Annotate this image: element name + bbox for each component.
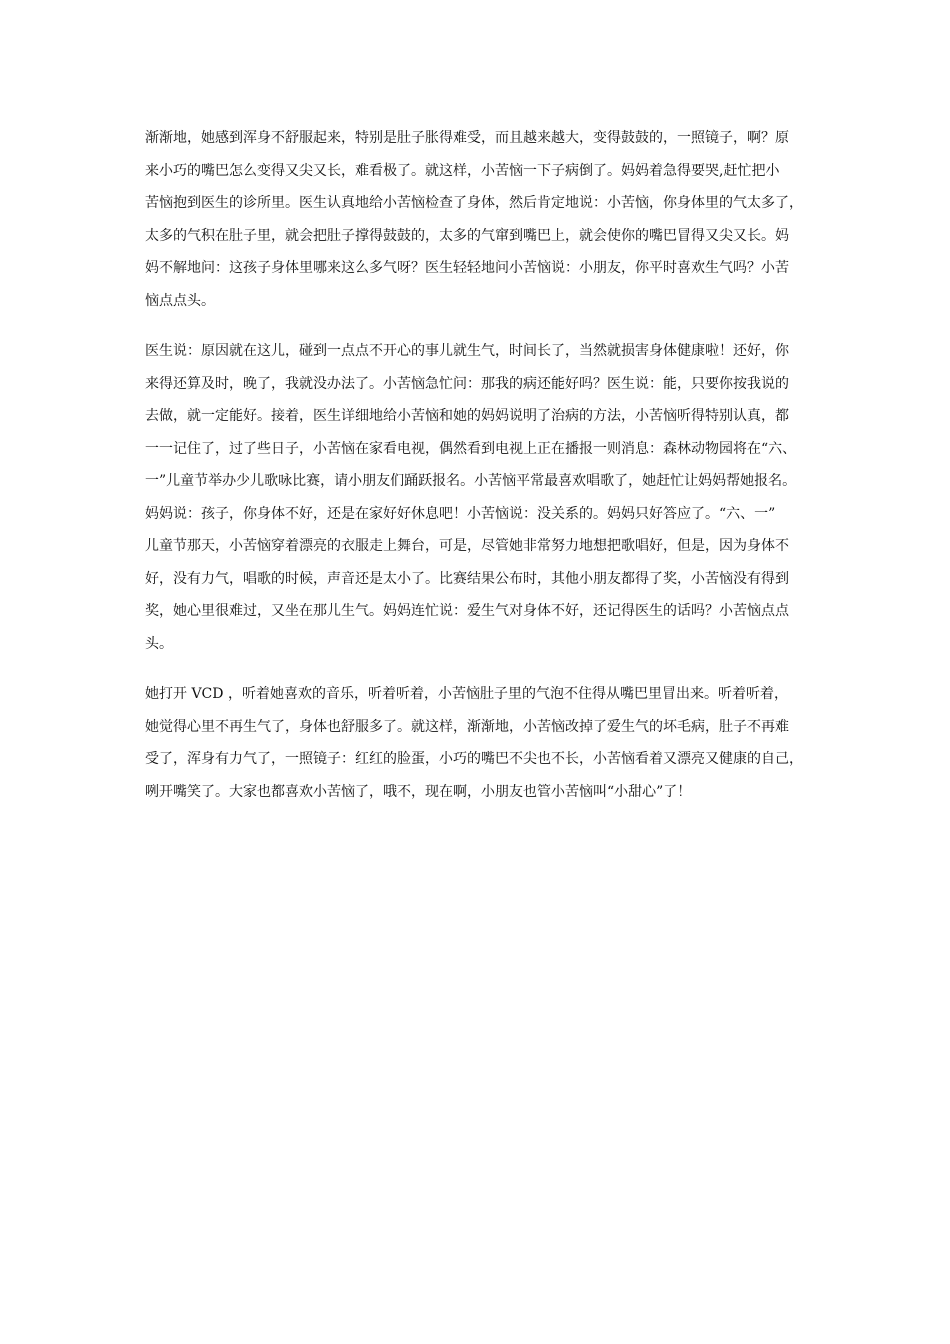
text-line: 她觉得心里不再生气了，身体也舒服多了。就这样，渐渐地，小苦恼改掉了爱生气的坏毛病，肚子不再难 bbox=[145, 718, 789, 735]
text-line: 去做，就一定能好。接着，医生详细地给小苦恼和她的妈妈说明了治病的方法，小苦恼听得特别认真，都 bbox=[145, 408, 789, 424]
document-body bbox=[145, 122, 815, 808]
text-line: 头。 bbox=[145, 635, 173, 652]
text-line: 妈不解地问：这孩子身体里哪来这么多气呀？医生轻轻地问小苦恼说：小朋友，你平时喜欢生气吗？小苦 bbox=[145, 260, 789, 276]
text-line: 儿童节那天，小苦恼穿着漂亮的衣服走上舞台，可是，尽管她非常努力地想把歌唱好，但是，因为身体不 bbox=[145, 538, 789, 554]
text-line: 来得还算及时，晚了，我就没办法了。小苦恼急忙问：那我的病还能好吗？医生说：能，只要你按我说的 bbox=[145, 375, 789, 392]
text-line: 受了，浑身有力气了，一照镜子：红红的脸蛋，小巧的嘴巴不尖也不长，小苦恼看着又漂亮又健康的自己， bbox=[145, 751, 803, 767]
paragraph-3 bbox=[145, 678, 815, 808]
text-line: 一一记住了，过了些日子，小苦恼在家看电视，偶然看到电视上正在播报一则消息：森林动物园将在“六、 bbox=[145, 440, 797, 457]
text-line: 妈妈说：孩子，你身体不好，还是在家好好休息吧！小苦恼说：没关系的。妈妈只好答应了。“六、一” bbox=[145, 505, 776, 522]
text-line: 医生说：原因就在这儿，碰到一点点不开心的事儿就生气，时间长了，当然就损害身体健康啦！还好，你 bbox=[145, 343, 789, 359]
text-line: 渐渐地，她感到浑身不舒服起来，特别是肚子胀得难受，而且越来越大，变得鼓鼓的，一照镜子，啊？原 bbox=[145, 130, 789, 146]
text-line: 好，没有力气，唱歌的时候，声音还是太小了。比赛结果公布时，其他小朋友都得了奖，小苦恼没有得到 bbox=[145, 570, 789, 587]
text-line: 太多的气积在肚子里，就会把肚子撑得鼓鼓的，太多的气窜到嘴巴上，就会使你的嘴巴冒得又尖又长。妈 bbox=[145, 227, 789, 244]
text-line: 苦恼抱到医生的诊所里。医生认真地给小苦恼检查了身体，然后肯定地说：小苦恼，你身体里的气太多了， bbox=[145, 195, 803, 211]
text-line: 恼点点头。 bbox=[145, 292, 215, 309]
text-line: 她打开 VCD ，听着她喜欢的音乐，听着听着，小苦恼肚子里的气泡不住得从嘴巴里冒出来。听着听着， bbox=[145, 686, 788, 702]
text-line: 咧开嘴笑了。大家也都喜欢小苦恼了，哦不，现在啊，小朋友也管小苦恼叫“小甜心”了！ bbox=[145, 783, 692, 800]
text-line: 奖，她心里很难过，又坐在那儿生气。妈妈连忙说：爱生气对身体不好，还记得医生的话吗？小苦恼点点 bbox=[145, 603, 789, 619]
text-line: 来小巧的嘴巴怎么变得又尖又长，难看极了。就这样，小苦恼一下子病倒了。妈妈着急得要哭,赶忙把小 bbox=[145, 162, 780, 179]
paragraph-1 bbox=[145, 122, 815, 317]
text-line: 一”儿童节举办少儿歌咏比赛，请小朋友们踊跃报名。小苦恼平常最喜欢唱歌了，她赶忙让妈妈帮她报名。 bbox=[145, 473, 797, 489]
paragraph-2 bbox=[145, 335, 815, 660]
